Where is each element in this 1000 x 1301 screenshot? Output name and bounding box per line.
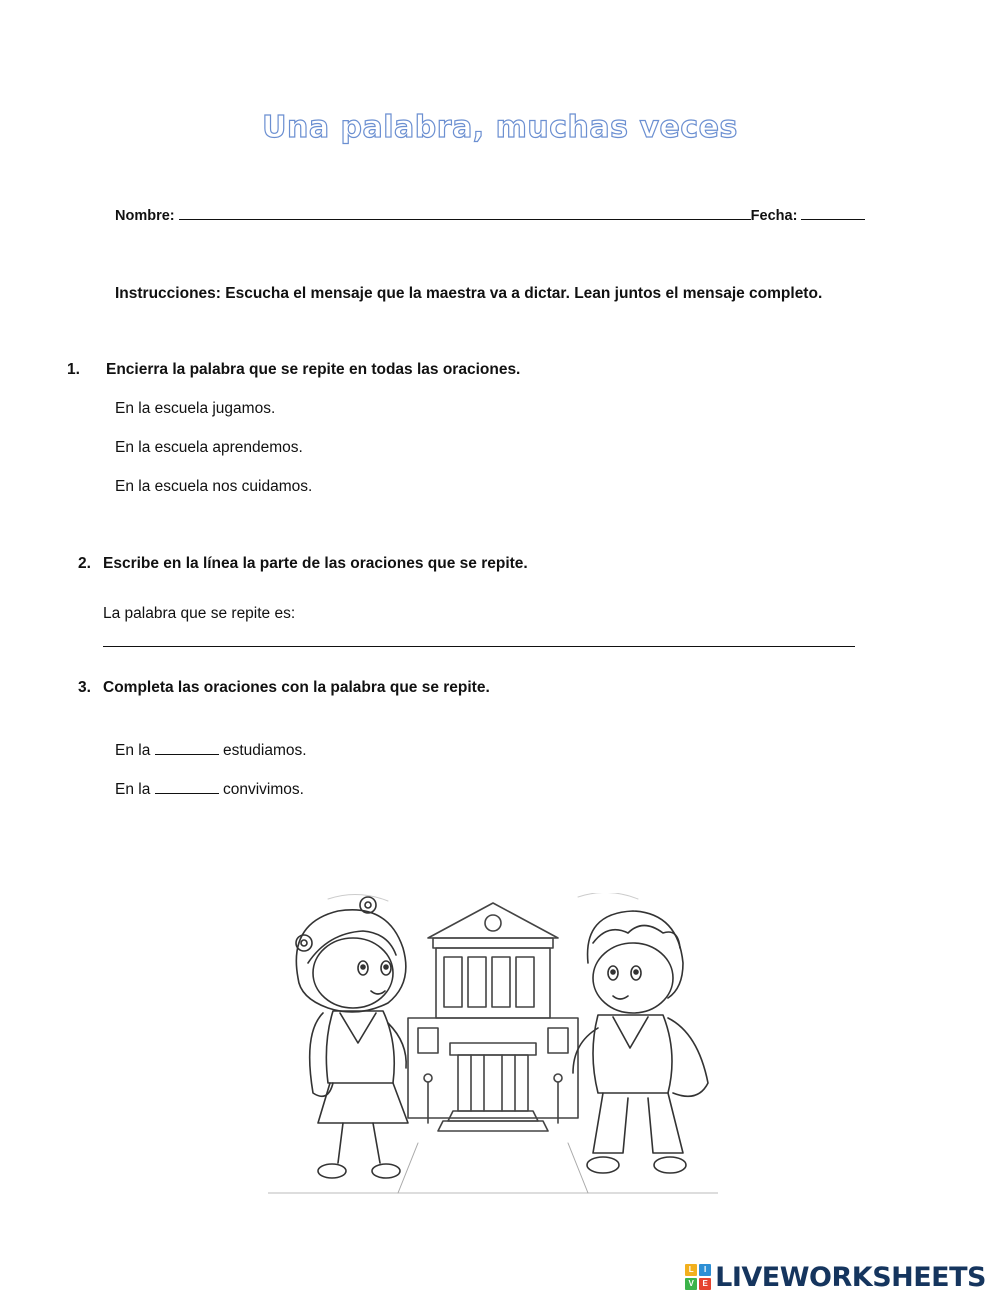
q3-item-2-after: convivimos. bbox=[222, 781, 304, 798]
q3-item-1-after: estudiamos. bbox=[222, 742, 307, 759]
worksheet-title: Una palabra, muchas veces bbox=[262, 110, 738, 145]
liveworksheets-logo bbox=[685, 1260, 986, 1294]
q2-prompt: Escribe en la línea la parte de las oraciones que se repite. bbox=[103, 555, 528, 572]
children-school-illustration bbox=[268, 893, 718, 1198]
q3-item-2-blank[interactable] bbox=[155, 793, 219, 794]
name-label: Nombre: bbox=[115, 208, 175, 224]
q2-number: 2. bbox=[78, 555, 91, 572]
q3-item-1-blank[interactable] bbox=[155, 754, 219, 755]
instructions: Instrucciones: Escucha el mensaje que la maestra va a dictar. Lean juntos el mensaje completo. bbox=[115, 285, 823, 302]
boy-character bbox=[573, 911, 708, 1173]
q3-prompt: Completa las oraciones con la palabra que se repite. bbox=[103, 679, 490, 696]
q2-answer-line[interactable] bbox=[103, 646, 855, 647]
q3-number: 3. bbox=[78, 679, 91, 696]
q3-item-1-before: En la bbox=[115, 742, 151, 759]
q1-sentence-2[interactable]: En la escuela aprendemos. bbox=[115, 439, 303, 456]
q1-sentence-3[interactable]: En la escuela nos cuidamos. bbox=[115, 478, 313, 495]
date-field[interactable] bbox=[801, 219, 865, 220]
school-building bbox=[408, 903, 578, 1131]
girl-character bbox=[296, 897, 408, 1178]
name-field[interactable] bbox=[179, 219, 751, 220]
logo-tiles-icon: L I V E bbox=[685, 1264, 711, 1290]
date-label: Fecha: bbox=[750, 208, 798, 224]
q3-item-2 bbox=[115, 781, 304, 799]
q2-answer-label: La palabra que se repite es: bbox=[103, 605, 296, 622]
q1-number: 1. bbox=[67, 361, 80, 378]
q3-item-2-before: En la bbox=[115, 781, 151, 798]
name-date-row bbox=[115, 208, 865, 224]
q1-prompt: Encierra la palabra que se repite en todas las oraciones. bbox=[106, 361, 521, 378]
logo-text: LIVEWORKSHEETS bbox=[715, 1261, 986, 1293]
q1-sentence-1[interactable]: En la escuela jugamos. bbox=[115, 400, 276, 417]
q3-item-1 bbox=[115, 742, 307, 760]
